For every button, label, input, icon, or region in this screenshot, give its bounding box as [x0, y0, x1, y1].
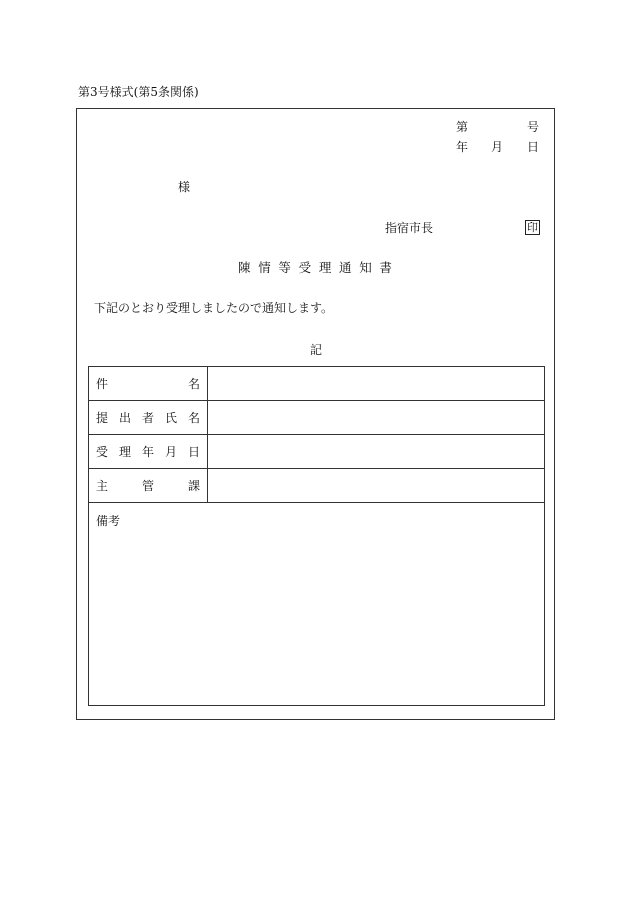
- date-year-label: 年: [456, 140, 469, 154]
- record-table: [88, 366, 545, 706]
- submitter-name-label: [89, 401, 208, 435]
- label-char: 月: [164, 445, 177, 459]
- document-title-char: 情: [258, 260, 271, 275]
- record-heading: 記: [310, 343, 323, 357]
- date-month-label: 月: [491, 140, 504, 154]
- seal-mark: 印: [527, 221, 538, 234]
- remarks-cell: [89, 503, 545, 706]
- sender-title: 指宿市長: [385, 221, 434, 235]
- subject-label: [89, 367, 208, 401]
- date-day-label: 日: [527, 140, 540, 154]
- table-row: [89, 503, 545, 706]
- document-title: [238, 262, 392, 275]
- table-row: [89, 367, 545, 401]
- label-char: 管: [141, 479, 154, 493]
- document-title-char: 陳: [238, 260, 251, 275]
- table-row: [89, 435, 545, 469]
- table-row: [89, 469, 545, 503]
- form-number-label: 第3号様式(第5条関係): [78, 85, 199, 99]
- label-char: 名: [187, 411, 200, 425]
- document-title-char: 知: [359, 260, 372, 275]
- label-char: 受: [96, 445, 109, 459]
- subject-value: [208, 367, 545, 401]
- department-label: [89, 469, 208, 503]
- document-number-prefix: 第: [456, 120, 469, 134]
- document-number-suffix: 号: [527, 120, 540, 134]
- label-char: 年: [141, 445, 154, 459]
- label-char: 出: [118, 411, 131, 425]
- document-title-char: 通: [339, 260, 352, 275]
- label-char: 者: [141, 411, 154, 425]
- label-char: 提: [96, 411, 109, 425]
- table-row: [89, 401, 545, 435]
- label-char: 氏: [164, 411, 177, 425]
- label-char: 日: [187, 445, 200, 459]
- document-title-char: 等: [278, 260, 291, 275]
- receipt-date-value: [208, 435, 545, 469]
- label-char: 理: [118, 445, 131, 459]
- addressee-suffix: 様: [178, 180, 191, 194]
- body-text: 下記のとおり受理しましたので通知します。: [94, 301, 334, 315]
- department-value: [208, 469, 545, 503]
- label-char: 件: [96, 377, 109, 391]
- document-title-char: 書: [379, 260, 392, 275]
- label-char: 名: [187, 377, 200, 391]
- label-char: 主: [96, 479, 109, 493]
- remarks-label: 備考: [96, 514, 121, 528]
- document-title-char: 理: [318, 260, 332, 275]
- label-char: 課: [187, 479, 200, 493]
- submitter-name-value: [208, 401, 545, 435]
- receipt-date-label: [89, 435, 208, 469]
- document-title-char: 受: [298, 260, 312, 275]
